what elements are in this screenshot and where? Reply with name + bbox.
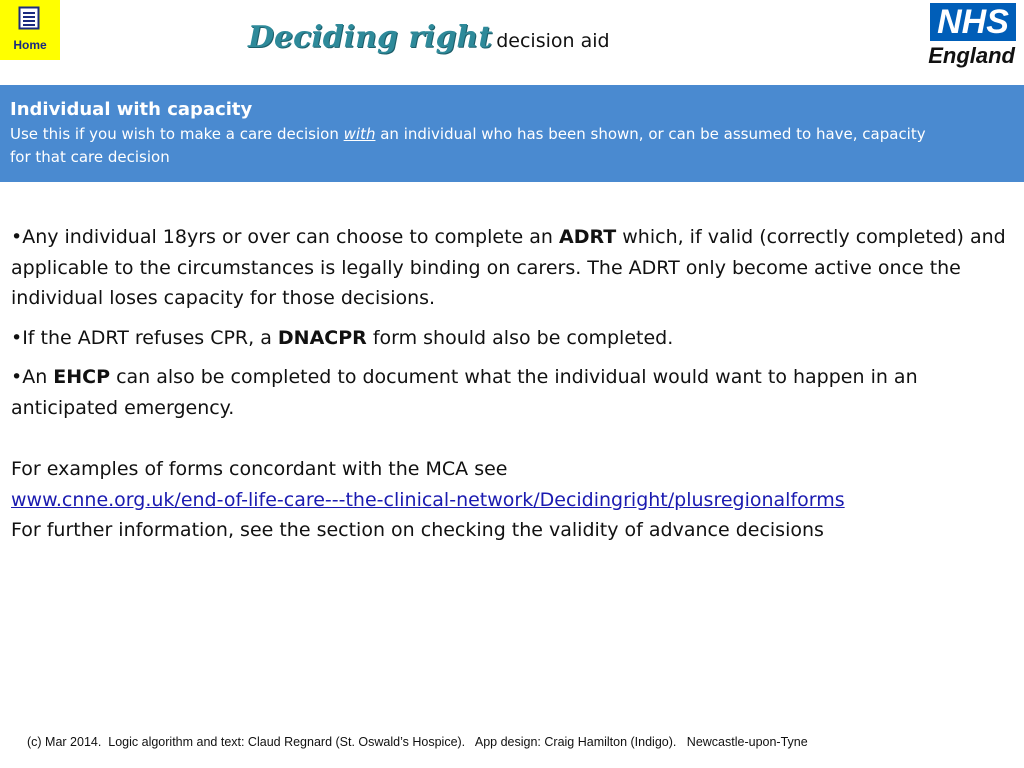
title-subtitle: decision aid — [496, 30, 610, 52]
bullet-ehcp — [11, 362, 1011, 423]
bullet-term: DNACPR — [277, 326, 367, 349]
examples-text: For examples of forms concordant with the MCA see — [11, 458, 508, 480]
home-button[interactable] — [0, 0, 60, 60]
banner-desc-after: an individual who has been shown, or can be assumed to have, capacity for that care decision — [10, 125, 926, 166]
home-label: Home — [13, 38, 47, 52]
bullet-text: •If the ADRT refuses CPR, a — [11, 326, 278, 349]
spacer — [11, 432, 1011, 454]
document-icon — [18, 6, 40, 30]
title-main: Deciding right — [248, 20, 493, 55]
further-info-text: For further information, see the section on checking the validity of advance decisions — [11, 519, 824, 541]
bullet-text: form should also be completed. — [366, 326, 674, 349]
banner-desc-before: Use this if you wish to make a care decision — [10, 125, 344, 143]
bullet-term: ADRT — [559, 226, 617, 248]
bullet-text: can also be completed to document what the individual would want to happen in an anticipated emergency. — [11, 366, 918, 419]
bullet-text: •Any individual 18yrs or over can choose to complete an — [11, 226, 559, 248]
content-body — [11, 222, 1011, 546]
nhs-logo-region: England — [928, 43, 1015, 68]
banner-heading: Individual with capacity — [10, 99, 253, 120]
regional-forms-link[interactable]: www.cnne.org.uk/end-of-life-care---the-clinical-network/Decidingright/plusregionalforms — [11, 488, 845, 511]
bullet-text: which, if valid (correctly completed) and applicable to the circumstances is legally binding on carers. The ADRT only become active once the individual loses capacity for those decisions. — [11, 226, 1006, 309]
bullet-term: EHCP — [53, 366, 111, 388]
bullet-text: •An — [11, 366, 54, 388]
nhs-england-logo — [907, 3, 1019, 71]
page-title — [248, 20, 610, 55]
nhs-logo-box: NHS — [930, 3, 1016, 41]
bullet-adrt — [11, 222, 1011, 314]
banner-description — [10, 123, 940, 169]
footer-credits: (c) Mar 2014. Logic algorithm and text: Claud Regnard (St. Oswald’s Hospice). App design: Craig Hamilton (Indigo). Newcastle-upon-Tyne — [27, 735, 808, 749]
banner-desc-emphasis: with — [343, 125, 376, 143]
section-banner — [0, 85, 1024, 182]
bullet-dnacpr — [11, 323, 1011, 354]
